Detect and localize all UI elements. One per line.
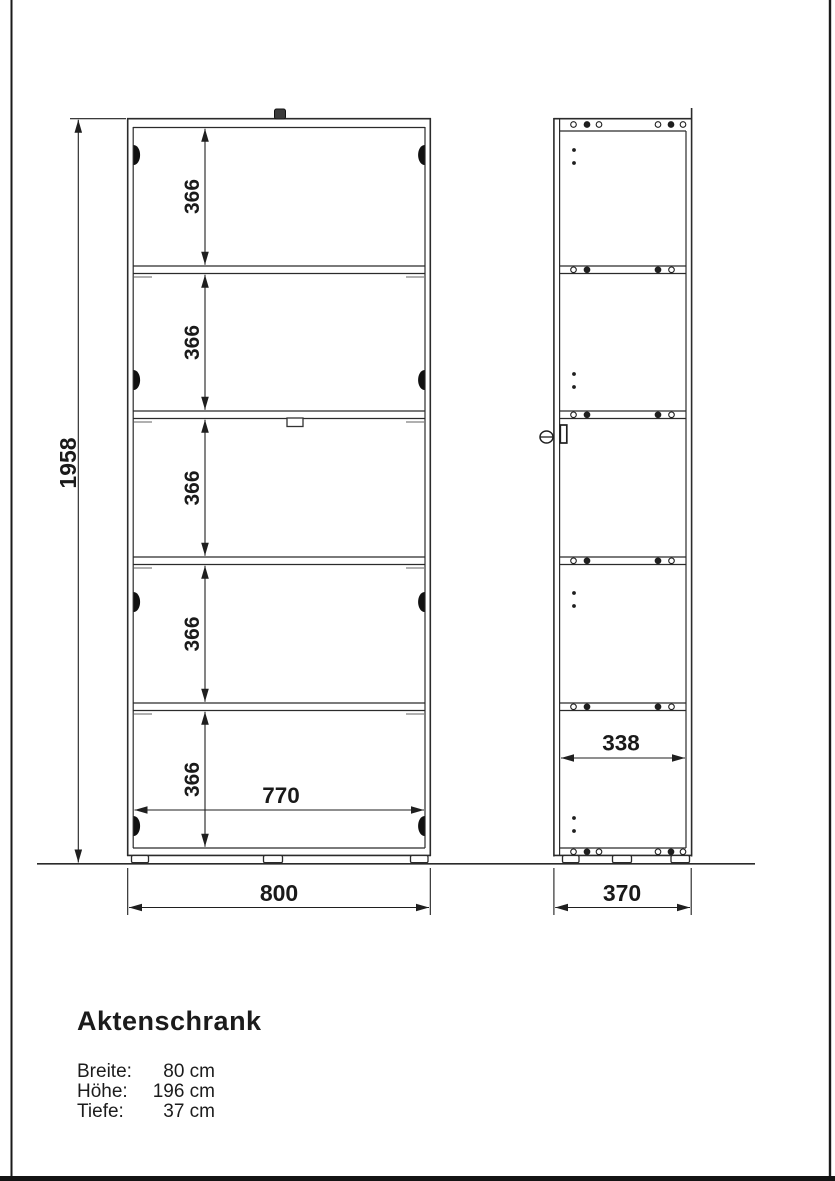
side-view-hinge-dots [572, 148, 576, 833]
dim-outer-width [128, 868, 431, 915]
dim-inner-width [135, 783, 425, 810]
side-view-feet [563, 856, 690, 863]
dim-shelf-spacing-label: 366 [181, 761, 204, 798]
front-view [127, 109, 431, 863]
spec-value: 37 cm [163, 1101, 215, 1122]
front-view-shelves [133, 266, 425, 714]
spec-row-hoehe [77, 1082, 477, 1102]
dim-height [55, 119, 126, 863]
top-knob [275, 109, 286, 119]
spec-label: Breite: [77, 1061, 132, 1082]
front-view-hinges [134, 145, 425, 836]
dim-inner-depth-label: 338 [602, 730, 640, 756]
dim-inner-depth [561, 731, 685, 759]
spec-row-tiefe [77, 1102, 477, 1122]
front-view-feet [132, 856, 429, 863]
spec-list [77, 1062, 477, 1122]
dim-shelf-spacing-label: 366 [181, 616, 204, 652]
dim-height-label: 1958 [55, 437, 81, 489]
page-border-bottom [0, 1176, 835, 1181]
dim-shelf-spacing-label: 366 [181, 470, 204, 506]
product-title: Aktenschrank [77, 1006, 262, 1036]
spec-label: Tiefe: [77, 1101, 124, 1122]
dim-outer-depth-label: 370 [602, 880, 642, 906]
dim-shelf-spacing-label: 366 [181, 178, 204, 215]
spec-value: 196 cm [152, 1081, 215, 1102]
dim-outer-depth [554, 868, 691, 915]
side-view-shelves [560, 266, 686, 711]
spec-row-breite [77, 1062, 477, 1082]
product-info [77, 1006, 477, 1122]
spec-label: Höhe: [77, 1081, 128, 1102]
dim-shelf-spacing-label: 366 [181, 324, 204, 361]
dim-inner-width-label: 770 [262, 783, 300, 808]
dim-shelf-spacings [181, 129, 205, 847]
front-view-outline [127, 118, 431, 856]
dim-outer-width-label: 800 [259, 880, 299, 906]
lock-slot [287, 418, 303, 427]
spec-value: 80 cm [163, 1061, 215, 1082]
